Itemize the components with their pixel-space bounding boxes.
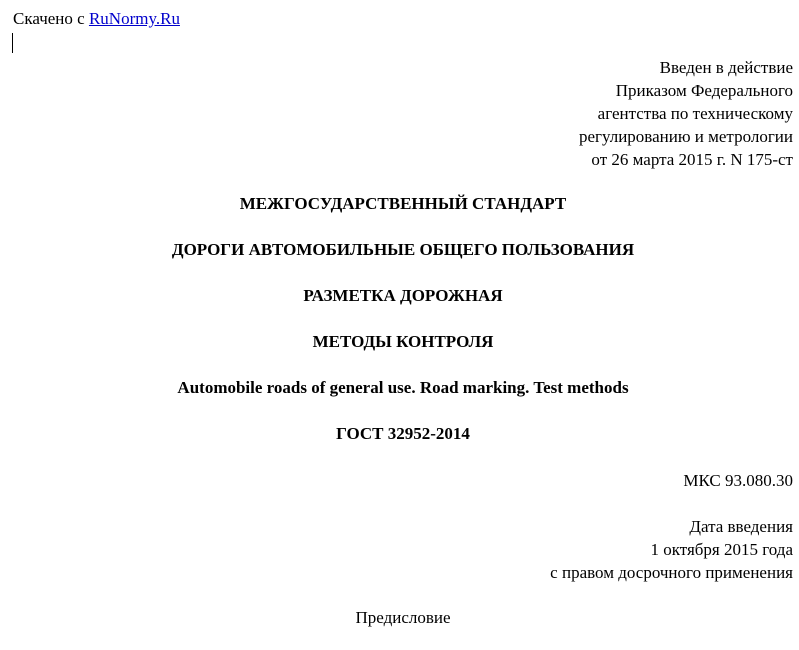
foreword-heading: Предисловие — [355, 608, 451, 627]
enactment-line: от 26 марта 2015 г. N 175-ст — [591, 150, 793, 169]
introduction-date-note: с правом досрочного применения — [550, 563, 793, 582]
site-link[interactable]: RuNormy.Ru — [88, 9, 180, 28]
main-title-heading: ДОРОГИ АВТОМОБИЛЬНЫЕ ОБЩЕГО ПОЛЬЗОВАНИЯ — [171, 240, 635, 259]
standard-type-heading: МЕЖГОСУДАРСТВЕННЫЙ СТАНДАРТ — [239, 194, 567, 213]
enactment-line: Приказом Федерального — [615, 81, 793, 100]
enactment-line: Введен в действие — [659, 58, 793, 77]
introduction-date-value: 1 октября 2015 года — [650, 540, 793, 559]
methods-heading: МЕТОДЫ КОНТРОЛЯ — [312, 332, 494, 351]
text-cursor — [12, 33, 13, 53]
gost-number-heading: ГОСТ 32952-2014 — [336, 424, 470, 443]
mks-code: МКС 93.080.30 — [683, 471, 793, 490]
source-line — [13, 8, 180, 30]
enactment-line: агентства по техническому — [597, 104, 793, 123]
source-prefix: Скачено с — [13, 9, 89, 28]
enactment-line: регулированию и метрологии — [578, 127, 793, 146]
enactment-block — [579, 56, 793, 171]
subtitle-heading: РАЗМЕТКА ДОРОЖНАЯ — [303, 286, 503, 305]
introduction-date-label: Дата введения — [689, 517, 793, 536]
english-title-heading: Automobile roads of general use. Road marking. Test methods — [177, 378, 629, 397]
introduction-date-block — [550, 515, 793, 584]
